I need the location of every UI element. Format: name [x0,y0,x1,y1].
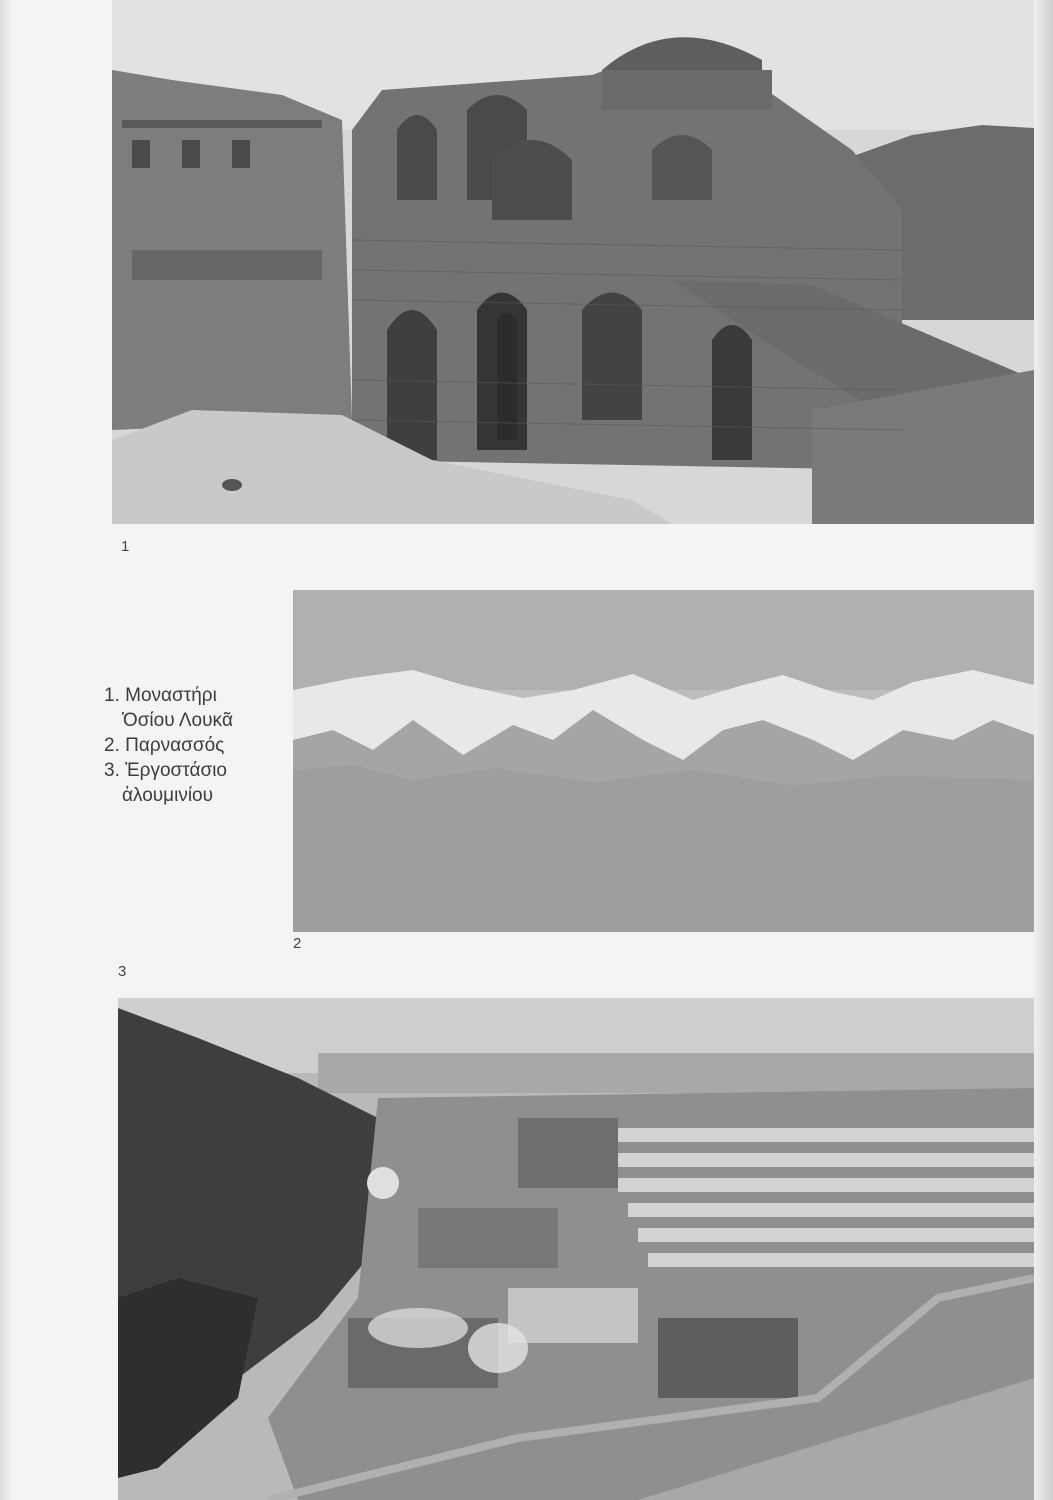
caption-1-line-1: 1. Μοναστήρι [104,685,217,706]
figure-number-2: 2 [293,935,302,952]
figure-number-1: 1 [121,538,130,555]
factory-illustration [118,998,1034,1500]
photo-aluminium-factory [118,998,1034,1500]
photo-monastery [112,0,1034,524]
caption-3-line-2: ἀλουμινίου [122,785,214,806]
page-edge-right [1031,0,1053,1500]
caption-list [104,683,284,808]
caption-2: 2. Παρνασσός [104,735,225,756]
caption-1-line-2: Ὁσίου Λουκᾶ [122,710,233,731]
photo-parnassos [293,590,1034,932]
monastery-illustration [112,0,1034,524]
caption-3-line-1: 3. Ἐργοστάσιο [104,760,227,781]
figure-number-3: 3 [118,963,127,980]
page-edge-left [0,0,14,1500]
mountains-illustration [293,590,1034,932]
